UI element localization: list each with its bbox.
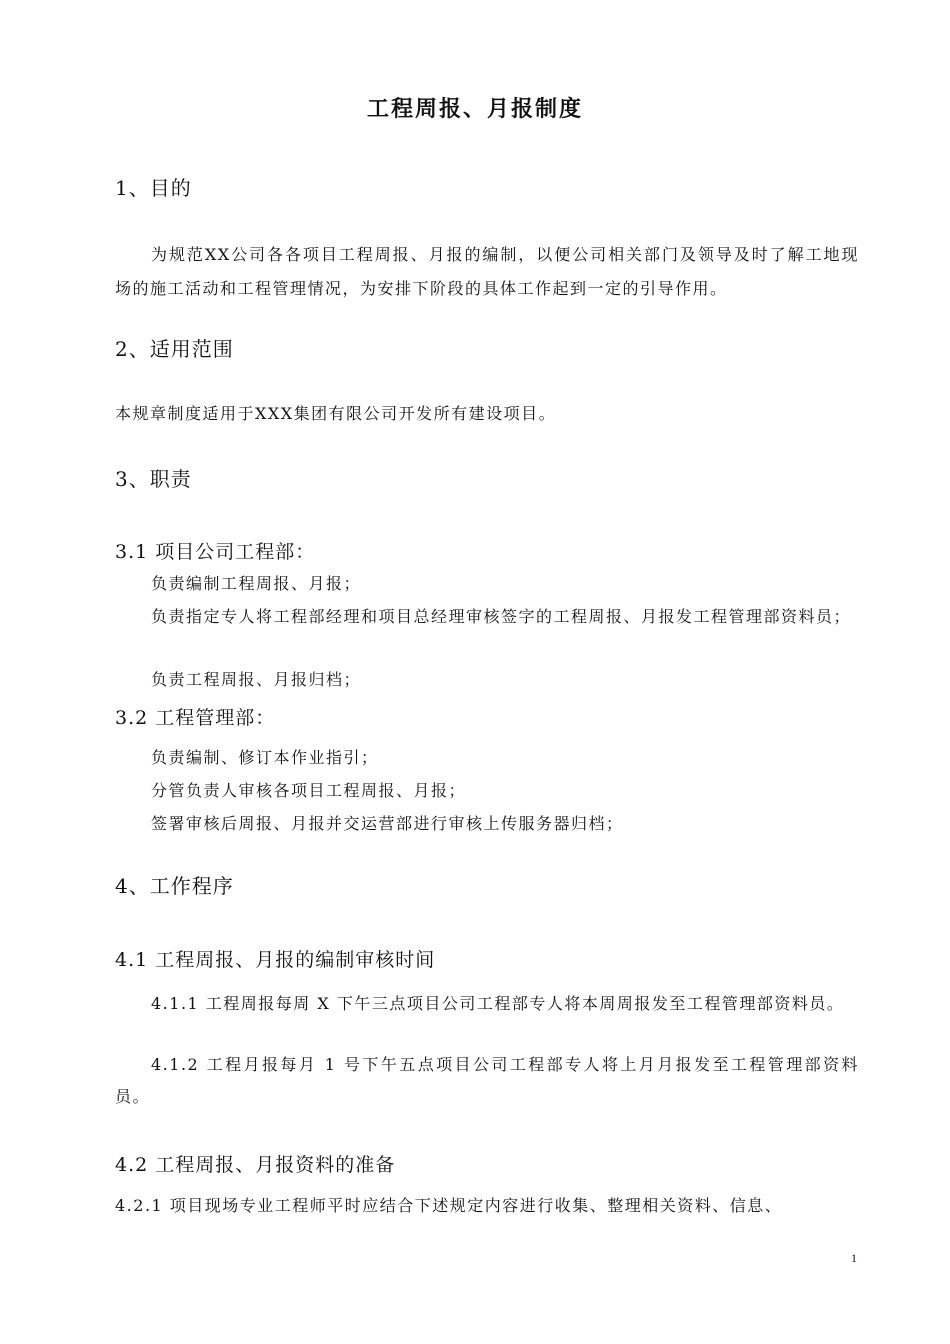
section-2-heading: 2、适用范围: [115, 337, 234, 361]
section-4-1-item: 4.1.2 工程月报每月 1 号下午五点项目公司工程部专人将上月月报发至工程管理部资料员。: [115, 1055, 859, 1106]
section-4-1-heading: 4.1 工程周报、月报的编制审核时间: [115, 949, 436, 971]
section-4-2-heading: 4.2 工程周报、月报资料的准备: [115, 1154, 396, 1176]
section-3-1-heading: 3.1 项目公司工程部：: [115, 541, 316, 563]
section-3-1-item: 负责工程周报、月报归档；: [151, 670, 362, 689]
section-4-heading: 4、工作程序: [115, 874, 234, 898]
section-1-paragraph: 为规范XX公司各各项目工程周报、月报的编制，以便公司相关部门及领导及时了解工地现场的施工活动和工程管理情况，为安排下阶段的具体工作起到一定的引导作用。: [115, 245, 859, 298]
section-1-heading: 1、目的: [115, 176, 192, 200]
section-3-2-item: 签署审核后周报、月报并交运营部进行审核上传服务器归档；: [151, 814, 624, 833]
section-4-1-item: 4.1.1 工程周报每周 X 下午三点项目公司工程部专人将本周周报发至工程管理部资料员。: [151, 994, 845, 1013]
document-title: 工程周报、月报制度: [366, 96, 583, 122]
page-number: 1: [851, 1251, 857, 1265]
section-3-2-item: 分管负责人审核各项目工程周报、月报；: [151, 781, 467, 800]
section-3-1-item: 负责指定专人将工程部经理和项目总经理审核签字的工程周报、月报发工程管理部资料员；: [151, 607, 852, 626]
section-2-paragraph: 本规章制度适用于XXX集团有限公司开发所有建设项目。: [115, 404, 557, 423]
section-3-2-heading: 3.2 工程管理部：: [115, 707, 276, 729]
section-3-heading: 3、职责: [115, 467, 192, 491]
section-3-1-item: 负责编制工程周报、月报；: [151, 574, 362, 593]
section-3-2-item: 负责编制、修订本作业指引；: [151, 748, 379, 767]
section-4-2-item: 4.2.1 项目现场专业工程师平时应结合下述规定内容进行收集、整理相关资料、信息、: [115, 1196, 783, 1215]
